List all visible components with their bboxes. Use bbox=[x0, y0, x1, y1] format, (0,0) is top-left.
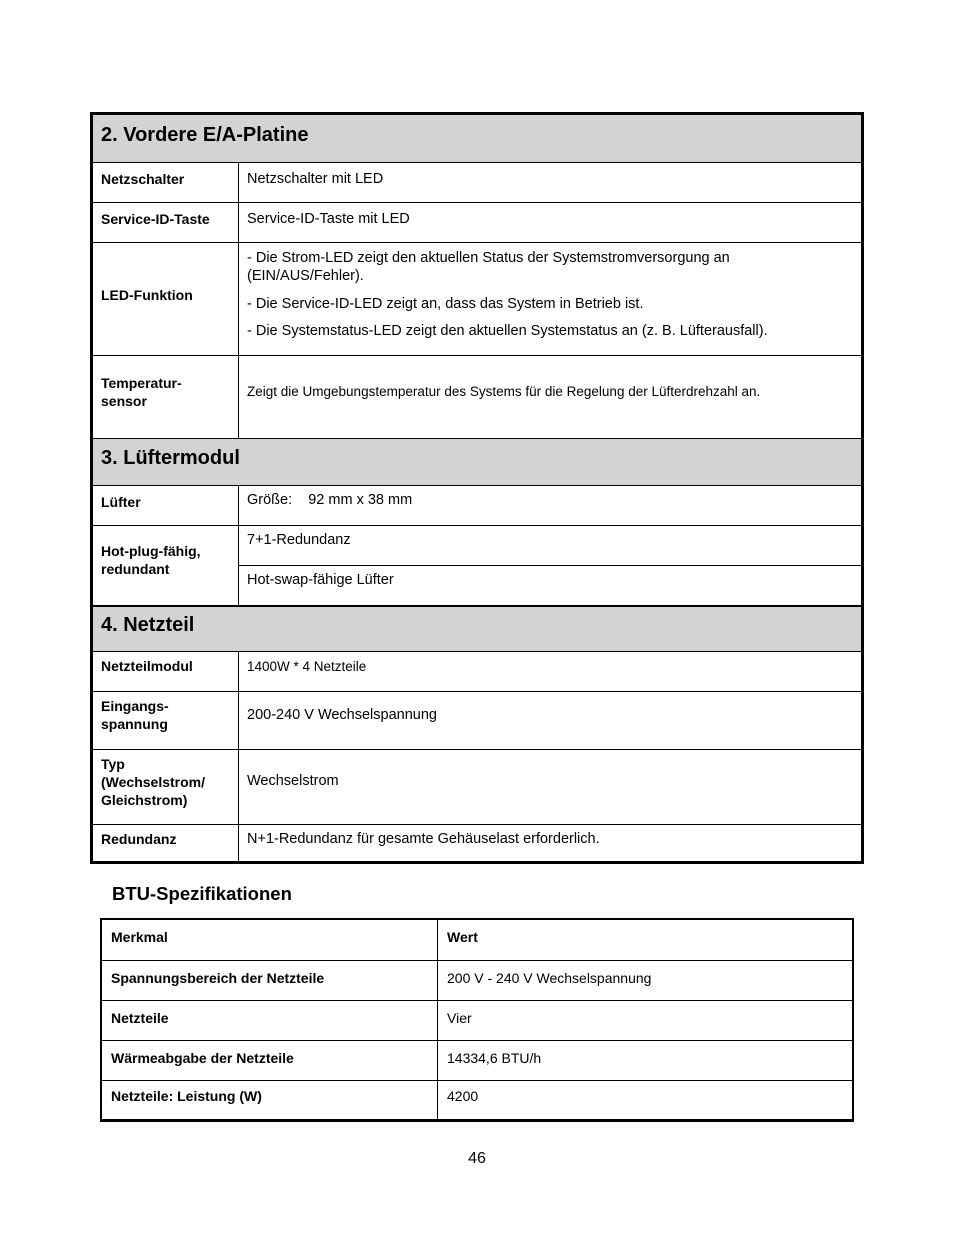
key-cell bbox=[102, 961, 438, 1000]
table-header-row bbox=[102, 920, 852, 961]
key-text: Netzteile bbox=[111, 1010, 169, 1026]
value-cell bbox=[438, 961, 852, 1000]
header-cell bbox=[438, 920, 852, 960]
row-value: Hot-swap-fähige Lüfter bbox=[247, 572, 394, 588]
row-label-cell bbox=[93, 652, 239, 691]
table-row bbox=[93, 526, 861, 606]
section-title: 4. Netzteil bbox=[101, 614, 195, 636]
value-text: Vier bbox=[447, 1010, 472, 1026]
row-label: Eingangs-spannung bbox=[101, 698, 169, 732]
row-value: Service-ID-Taste mit LED bbox=[247, 211, 410, 227]
row-value-cell bbox=[239, 750, 861, 824]
section-header-front-io bbox=[93, 115, 861, 163]
row-label-cell bbox=[93, 203, 239, 242]
table-row bbox=[102, 1081, 852, 1121]
row-label-cell bbox=[93, 243, 239, 355]
header-label: Wert bbox=[447, 929, 478, 945]
key-cell bbox=[102, 1001, 438, 1040]
row-value-cell bbox=[239, 825, 861, 861]
table-row bbox=[93, 356, 861, 439]
table-row bbox=[93, 486, 861, 526]
row-label-cell bbox=[93, 486, 239, 525]
row-label-cell bbox=[93, 356, 239, 438]
btu-table bbox=[100, 918, 854, 1122]
row-label-cell bbox=[93, 526, 239, 605]
row-value-cell bbox=[239, 566, 861, 606]
row-label: Typ (Wechselstrom/ Gleichstrom) bbox=[101, 756, 205, 808]
table-row bbox=[102, 1001, 852, 1041]
row-label: Lüfter bbox=[101, 494, 141, 510]
spec-table bbox=[90, 112, 864, 864]
led-line: - Die Service-ID-LED zeigt an, dass das System in Betrieb ist. bbox=[247, 296, 644, 312]
row-value: Wechselstrom bbox=[247, 773, 339, 789]
table-row bbox=[102, 961, 852, 1001]
row-value: 7+1-Redundanz bbox=[247, 532, 351, 548]
header-cell bbox=[102, 920, 438, 960]
row-value-cell bbox=[239, 692, 861, 749]
page-number: 46 bbox=[468, 1150, 486, 1167]
section-header-psu bbox=[93, 606, 861, 652]
row-value: Größe: 92 mm x 38 mm bbox=[247, 492, 413, 508]
table-row bbox=[102, 1041, 852, 1081]
row-label: Hot-plug-fähig, redundant bbox=[101, 543, 201, 577]
header-label: Merkmal bbox=[111, 929, 168, 945]
key-text: Spannungsbereich der Netzteile bbox=[111, 970, 325, 986]
value-text: 4200 bbox=[447, 1088, 479, 1104]
table-row bbox=[93, 750, 861, 825]
led-line: - Die Systemstatus-LED zeigt den aktuellen Systemstatus an (z. B. Lüfterausfall). bbox=[247, 323, 768, 339]
row-value-cell bbox=[239, 652, 861, 691]
key-text: Netzteile: Leistung (W) bbox=[111, 1088, 262, 1104]
value-cell bbox=[438, 1001, 852, 1040]
row-label: Service-ID-Taste bbox=[101, 211, 210, 227]
section-title: 3. Lüftermodul bbox=[101, 447, 240, 469]
table-row bbox=[93, 652, 861, 692]
key-cell bbox=[102, 1041, 438, 1080]
row-value: Zeigt die Umgebungstemperatur des Systems für die Regelung der Lüfterdrehzahl an. bbox=[247, 384, 761, 399]
section-header-fan bbox=[93, 439, 861, 486]
key-text: Wärmeabgabe der Netzteile bbox=[111, 1050, 294, 1066]
table-row bbox=[93, 243, 861, 356]
table-row bbox=[93, 203, 861, 243]
table-row bbox=[93, 825, 861, 861]
value-cell bbox=[438, 1081, 852, 1121]
row-label: Netzschalter bbox=[101, 171, 185, 187]
row-value-cell bbox=[239, 243, 861, 355]
btu-heading: BTU-Spezifikationen bbox=[112, 883, 292, 904]
key-cell bbox=[102, 1081, 438, 1121]
row-value: 200-240 V Wechselspannung bbox=[247, 707, 437, 723]
value-cell bbox=[438, 1041, 852, 1080]
row-value-cell bbox=[239, 356, 861, 438]
row-value-cell bbox=[239, 526, 861, 566]
section-title: 2. Vordere E/A-Platine bbox=[101, 124, 309, 146]
table-row bbox=[93, 692, 861, 750]
row-value: 1400W * 4 Netzteile bbox=[247, 659, 367, 674]
row-label-cell bbox=[93, 692, 239, 749]
row-label-cell bbox=[93, 163, 239, 202]
row-value: N+1-Redundanz für gesamte Gehäuselast erforderlich. bbox=[247, 831, 600, 847]
value-text: 200 V - 240 V Wechselspannung bbox=[447, 970, 652, 986]
row-value-cell bbox=[239, 486, 861, 525]
value-text: 14334,6 BTU/h bbox=[447, 1050, 542, 1066]
row-value: Netzschalter mit LED bbox=[247, 171, 384, 187]
row-label-cell bbox=[93, 825, 239, 861]
row-label-cell bbox=[93, 750, 239, 824]
table-row bbox=[93, 163, 861, 203]
row-value-cell bbox=[239, 203, 861, 242]
row-label: LED-Funktion bbox=[101, 287, 193, 303]
row-value-cell bbox=[239, 163, 861, 202]
led-line: - Die Strom-LED zeigt den aktuellen Status der Systemstromversorgung an (EIN/AUS/Fehler). bbox=[247, 250, 730, 284]
row-label: Temperatur-sensor bbox=[101, 375, 182, 409]
row-label: Netzteilmodul bbox=[101, 658, 193, 674]
row-label: Redundanz bbox=[101, 831, 177, 847]
